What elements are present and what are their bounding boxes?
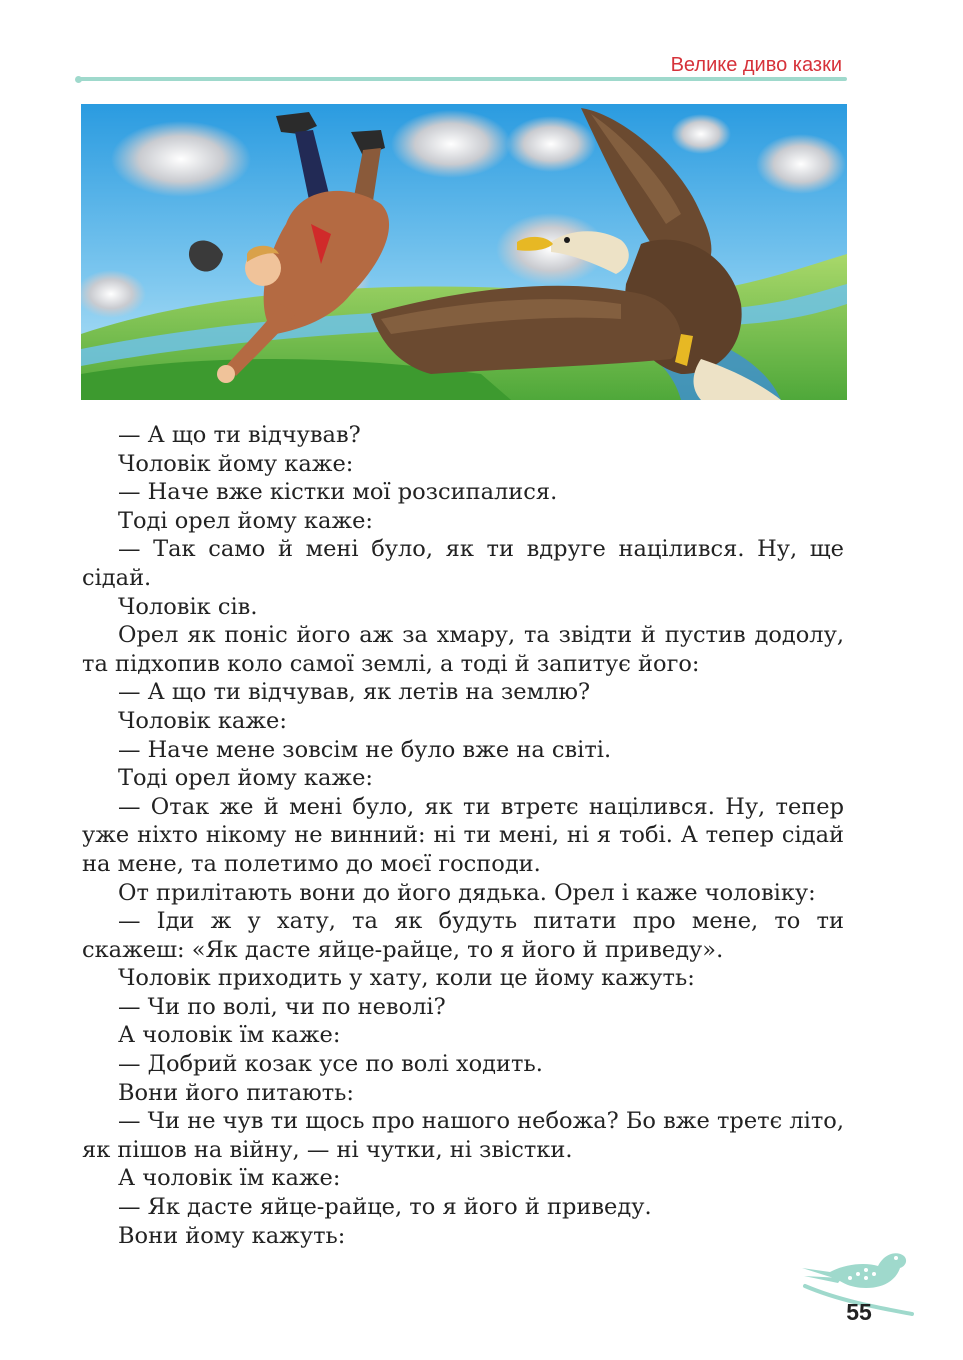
paragraph: Орел як поніс його аж за хмару, та звідти й пустив додолу, та підхопив коло самої землі, а тоді й запитує його: — [82, 622, 844, 677]
paragraph: А чоловік їм каже: — [118, 1022, 341, 1049]
page-number: 55 — [846, 1299, 872, 1325]
paragraph: А чоловік їм каже: — [118, 1165, 341, 1192]
paragraph: Тоді орел йому каже: — [118, 507, 373, 534]
paragraph: — Наче вже кістки мої розсипалися. — [118, 479, 558, 506]
paragraph: От прилітають вони до його дядька. Орел і каже чоловіку: — [118, 879, 816, 906]
section-title: Велике диво казки — [670, 54, 842, 76]
paragraph: — Так само й мені було, як ти вдруге націлився. Ну, ще сідай. — [82, 536, 844, 591]
paragraph: — Чи по волі, чи по неволі? — [118, 993, 446, 1020]
paragraph: Вони йому кажуть: — [118, 1222, 346, 1249]
paragraph: — Наче мене зовсім не було вже на світі. — [118, 736, 612, 763]
paragraph: — А що ти відчував, як летів на землю? — [118, 679, 591, 706]
paragraph: Чоловік сів. — [118, 593, 258, 620]
header-rule — [79, 77, 847, 81]
eagle-and-falling-man-illustration — [81, 104, 847, 400]
paragraph: — Чи не чув ти щось про нашого небожа? Бо вже третє літо, як пішов на війну, — ні чутки, ні звістки. — [82, 1108, 844, 1163]
paragraph: — Отак же й мені було, як ти втретє націлився. Ну, тепер уже ніхто нікому не винний: ні ти мені, ні я тобі. А тепер сідай на мене, та полетимо до моєї господи. — [82, 793, 844, 877]
paragraph: — Як дасте яйце-райце, то я його й приведу. — [118, 1194, 652, 1221]
paragraph: Чоловік приходить у хату, коли це йому кажуть: — [118, 965, 695, 992]
paragraph: Чоловік каже: — [118, 707, 287, 734]
paragraph: Чоловік йому каже: — [118, 450, 354, 477]
paragraph: — Добрий козак усе по волі ходить. — [118, 1051, 543, 1078]
story-text — [82, 421, 844, 1250]
paragraph: — А що ти відчував? — [118, 422, 361, 448]
paragraph: Тоді орел йому каже: — [118, 765, 373, 792]
paragraph: Вони його питають: — [118, 1079, 354, 1106]
paragraph: — Іди ж у хату, та як будуть питати про мене, то ти скажеш: «Як дасте яйце-райце, то я його й приведу». — [82, 908, 844, 963]
